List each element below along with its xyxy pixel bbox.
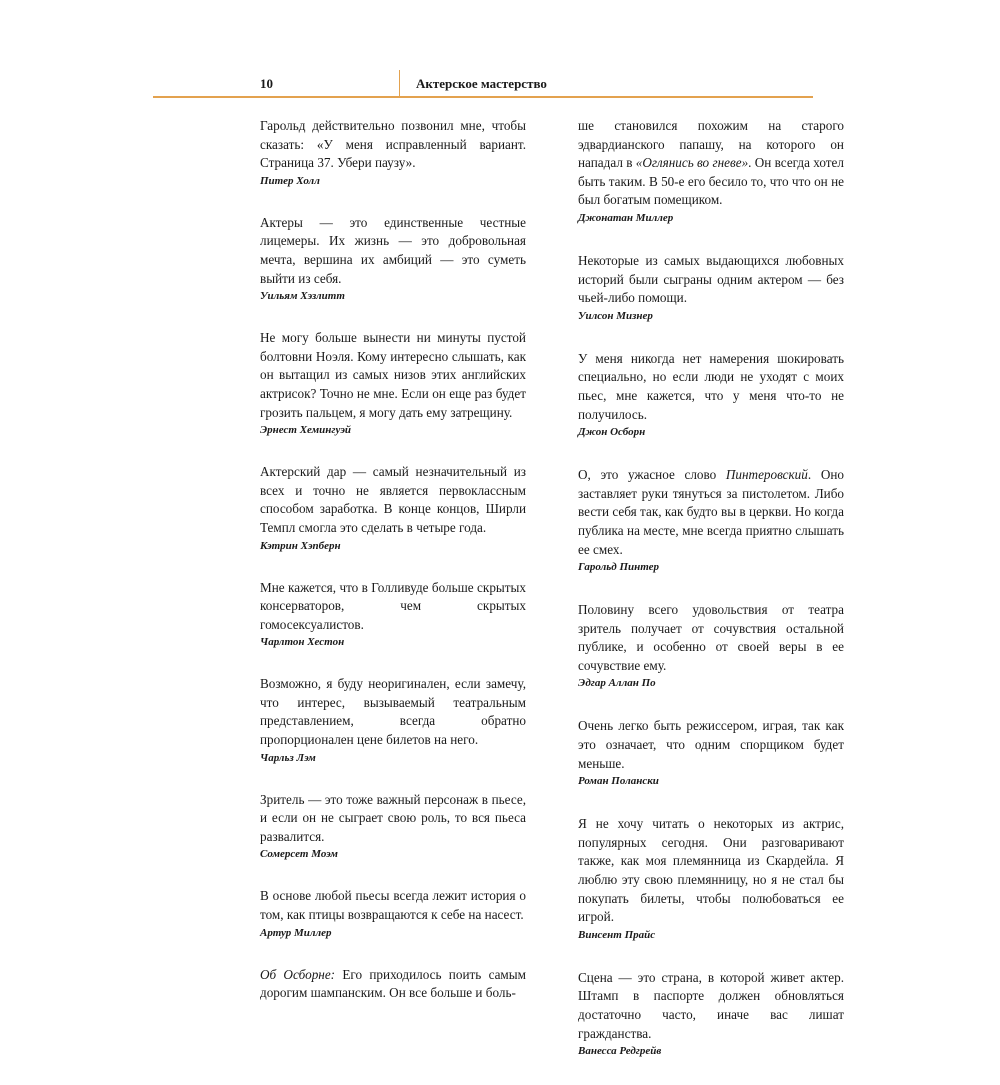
- quote-author: Уильям Хэзлитт: [260, 290, 345, 303]
- quote-text: [578, 466, 844, 559]
- page-header: [153, 68, 813, 98]
- quote-body: ше становился похожим на старого эдвардианского папашу, на которого он нападал в: [578, 118, 844, 171]
- quote-body: . Оно заставляет руки тянуться за пистолетом. Либо вести себя так, как будто вы в церкви. Но когда публика на месте, мне всегда приятно слышать ее смех.: [578, 467, 844, 557]
- quote-entry: [578, 717, 844, 789]
- quote-text: Сцена — это страна, в которой живет актер. Штамп в паспорте должен обновляться достаточно часто, иначе вас лишат гражданства.: [578, 969, 844, 1041]
- quote-text: Мне кажется, что в Голливуде больше скрытых консерваторов, чем скрытых гомосексуалистов.: [260, 579, 526, 632]
- quote-entry: [260, 117, 526, 189]
- quote-text: Я не хочу читать о некоторых из актрис, популярных сегодня. Они разговаривают также, как моя племянница из Скардейла. Я люблю эту свою племянницу, но я не стал бы покупать билеты, чтобы полюбоваться ее игрой.: [578, 816, 844, 925]
- quote-author: Эрнест Хемингуэй: [260, 424, 352, 437]
- quote-body: О, это ужасное слово: [578, 467, 726, 483]
- quote-entry: [578, 252, 844, 324]
- quote-text: Возможно, я буду неоригинален, если замечу, что интерес, вызываемый театральным представлением, всегда обратно пропорционален цене билетов на него.: [260, 676, 526, 748]
- quote-entry: [260, 966, 526, 1003]
- quote-author: Чарлтон Хестон: [260, 636, 345, 649]
- quote-text: У меня никогда нет намерения шокировать специально, но если люди не уходят с моих пьес, мне кажется, что у меня что-то не получилось.: [578, 350, 844, 422]
- quote-entry: [578, 815, 844, 943]
- quote-text: В основе любой пьесы всегда лежит история о том, как птицы возвращаются к себе на насест.: [260, 888, 526, 923]
- quote-author: Ванесса Редгрейв: [578, 1045, 662, 1058]
- quote-text: Зритель — это тоже важный персонаж в пьесе, и если он не сыграет свою роль, то вся пьеса развалится.: [260, 791, 526, 844]
- quote-text: Половину всего удовольствия от театра зритель получает от сочувствия остальной публике, и особенно от своей веры в ее сочувствие ему.: [578, 602, 844, 673]
- quote-entry: [260, 214, 526, 304]
- quote-text: Актеры — это единственные честные лицемеры. Их жизнь — это добровольная мечта, вершина их амбиций — это суметь выйти из себя.: [260, 214, 526, 286]
- quote-author: Роман Полански: [578, 775, 659, 788]
- quote-author: Гарольд Пинтер: [578, 561, 660, 574]
- quote-entry: [260, 579, 526, 651]
- quote-text: Не могу больше вынести ни минуты пустой болтовни Ноэля. Кому интересно слышать, как он вытащил из самых низов этих английских актрисок? Точно не мне. Если он еще раз будет грозить пальцем, я могу дать ему затрещину.: [260, 330, 526, 420]
- quote-author: Сомерсет Моэм: [260, 848, 338, 861]
- running-title: Актерское мастерство: [416, 76, 547, 91]
- quote-entry: [578, 350, 844, 440]
- quote-entry: [578, 969, 844, 1059]
- quote-text: Некоторые из самых выдающихся любовных историй были сыграны одним актером — без чьей-либо помощи.: [578, 252, 844, 306]
- right-column: [578, 117, 844, 1085]
- quote-author: Джон Осборн: [578, 426, 646, 439]
- quote-text: Актерский дар — самый незначительный из всех и точно не является первоклассным способом заработка. В конце концов, Ширли Темпл смогла это сделать в четыре года.: [260, 464, 526, 535]
- header-divider: [399, 70, 400, 98]
- quote-author: Питер Холл: [260, 174, 320, 187]
- quote-author: Винсент Прайс: [578, 928, 656, 941]
- quote-entry: [260, 463, 526, 553]
- quote-author: Кэтрин Хэпберн: [260, 539, 341, 552]
- quote-author: Джонатан Миллер: [578, 211, 674, 224]
- quote-entry: [260, 675, 526, 765]
- quote-entry: [260, 791, 526, 863]
- quote-author: Уилсон Мизнер: [578, 309, 653, 322]
- quote-body: . Он всегда хотел быть таким. В 50-е его бесило то, что что он не был богатым помещиком.: [578, 155, 844, 208]
- quote-author: Артур Миллер: [260, 926, 332, 939]
- quote-text-continued: [260, 966, 526, 1003]
- quote-entry: [260, 329, 526, 438]
- quote-entry: [578, 466, 844, 575]
- quote-text: Гарольд действительно позвонил мне, чтобы сказать: «У меня исправленный вариант. Страница 37. Убери паузу».: [260, 118, 526, 171]
- quote-entry: [578, 117, 844, 226]
- page-number: 10: [260, 76, 273, 91]
- quote-italic-word: Пинтеровский: [725, 467, 808, 483]
- header-rule: [153, 96, 813, 98]
- quote-lead: Об Осборне:: [260, 966, 336, 982]
- quote-author: Эдгар Аллан По: [578, 677, 656, 690]
- work-title: «Оглянись во гневе»: [635, 155, 749, 171]
- quote-text-continuation: [578, 117, 844, 210]
- quote-entry: [260, 887, 526, 940]
- left-column: [260, 117, 526, 1028]
- quote-text: Очень легко быть режиссером, играя, так как это означает, что одним спорщиком будет меньше.: [578, 718, 844, 771]
- quote-author: Чарльз Лэм: [260, 751, 316, 764]
- quote-body: Его приходилось поить самым дорогим шампанским. Он все больше и боль-: [260, 966, 526, 1001]
- quote-entry: [578, 601, 844, 691]
